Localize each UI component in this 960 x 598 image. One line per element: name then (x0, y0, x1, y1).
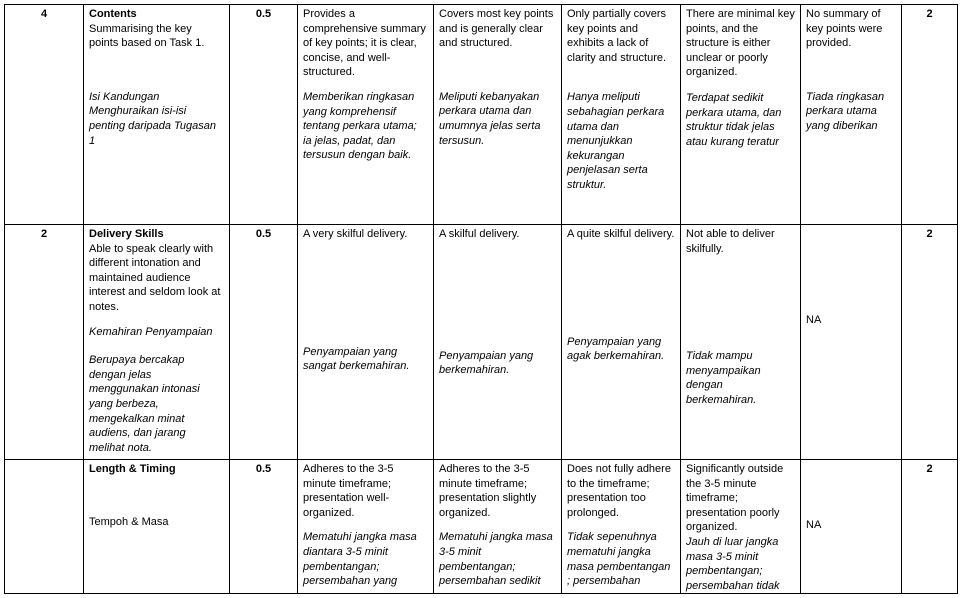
level-description-malay: Penyampaian yang berkemahiran. (439, 349, 534, 377)
level-description: A skilful delivery. (439, 228, 520, 240)
level-description: A very skilful delivery. (303, 228, 408, 240)
criterion-cell (84, 225, 230, 460)
criterion-title: Length & Timing (89, 463, 176, 475)
level-description: Covers most key points and is generally clear and structured. (439, 8, 554, 50)
level-cell (434, 225, 562, 460)
level-description-malay: Jauh di luar jangka masa 3-5 minit pembentangan; persembahan tidak (686, 535, 780, 592)
criterion-cell (84, 5, 230, 225)
level-description: Not able to deliver skilfully. (686, 228, 775, 255)
table-row-delivery-skills (5, 225, 958, 460)
level-description-malay: Tidak mampu menyampaikan dengan berkemahiran. (686, 350, 761, 406)
level-description-malay: Mematuhi jangka masa diantara 3-5 minit pembentangan; persembahan yang (303, 531, 417, 588)
level-cell (298, 225, 434, 460)
level-cell (801, 460, 902, 594)
level-description-malay: Tidak sepenuhnya mematuhi jangka masa pembentangan ; persembahan (567, 531, 671, 588)
max-score: 2 (902, 225, 958, 460)
level-cell (562, 5, 681, 225)
level-cell (562, 225, 681, 460)
level-description: Significantly outside the 3-5 minute timeframe; presentation poorly organized. (686, 463, 784, 534)
criterion-description-malay: Tempoh & Masa (89, 515, 169, 528)
level-description-malay: Penyampaian yang sangat berkemahiran. (303, 345, 410, 373)
item-number (5, 460, 84, 594)
level-description-malay: Memberikan ringkasan yang komprehensif tentang perkara utama; ia jelas, padat, dan tersusun dengan baik. (303, 90, 417, 162)
weight-value: 0.5 (230, 460, 298, 594)
level-cell (434, 5, 562, 225)
level-description-malay: Penyampaian yang agak berkemahiran. (567, 335, 665, 363)
level-cell (681, 225, 801, 460)
level-cell (801, 5, 902, 225)
table-row-length-timing (5, 460, 958, 594)
max-score: 2 (902, 460, 958, 594)
level-description-malay: Terdapat sedikit perkara utama, dan struktur tidak jelas atau kurang teratur (686, 91, 782, 148)
criterion-description: Summarising the key points based on Task 1. (89, 22, 205, 50)
level-description-malay: Mematuhi jangka masa 3-5 minit pembentangan; persembahan sedikit (439, 531, 553, 588)
max-score: 2 (902, 5, 958, 225)
level-description: Only partially covers key points and exhibits a lack of clarity and structure. (567, 8, 667, 64)
level-cell (298, 5, 434, 225)
level-description: Adheres to the 3-5 minute timeframe; presentation well-organized. (303, 463, 394, 519)
weight-value: 0.5 (230, 5, 298, 225)
level-description: No summary of key points were provided. (806, 8, 883, 50)
level-description: Provides a comprehensive summary of key points; it is clear, concise, and well-structured. (303, 8, 426, 79)
level-description-malay: Meliputi kebanyakan perkara utama dan umumnya jelas serta tersusun. (439, 90, 541, 147)
criterion-description: Able to speak clearly with different intonation and maintained audience interest and seldom look at notes. (89, 242, 221, 313)
item-number: 4 (5, 5, 84, 225)
level-cell (434, 460, 562, 594)
table-row-contents (5, 5, 958, 225)
level-description-malay: Hanya meliputi sebahagian perkara utama dan menunjukkan kekurangan penjelasan serta struktur. (567, 91, 665, 191)
level-description: A quite skilful delivery. (567, 228, 675, 240)
level-cell (681, 5, 801, 225)
rubric-table (4, 4, 958, 594)
level-cell (562, 460, 681, 594)
level-cell (801, 225, 902, 460)
criterion-title-malay: Kemahiran Penyampaian (89, 325, 213, 338)
level-cell (681, 460, 801, 594)
level-description-malay: Tiada ringkasan perkara utama yang diberikan (806, 90, 885, 132)
level-description: Adheres to the 3-5 minute timeframe; presentation slightly organized. (439, 463, 537, 519)
not-applicable: NA (806, 519, 822, 531)
criterion-cell (84, 460, 230, 594)
criterion-title: Delivery Skills (89, 228, 164, 240)
item-number: 2 (5, 225, 84, 460)
criterion-description-malay: Berupaya bercakap dengan jelas menggunakan intonasi yang berbeza, mengekalkan minat audiens, dan jarang melihat nota. (89, 354, 200, 454)
not-applicable: NA (806, 314, 822, 326)
criterion-title: Contents (89, 8, 137, 20)
criterion-description-malay: Isi Kandungan Menghuraikan isi-isi penting daripada Tugasan 1 (89, 90, 217, 147)
level-description: There are minimal key points, and the structure is either unclear or poorly organized. (686, 8, 795, 79)
weight-value: 0.5 (230, 225, 298, 460)
level-cell (298, 460, 434, 594)
level-description: Does not fully adhere to the timeframe; presentation too prolonged. (567, 463, 671, 519)
